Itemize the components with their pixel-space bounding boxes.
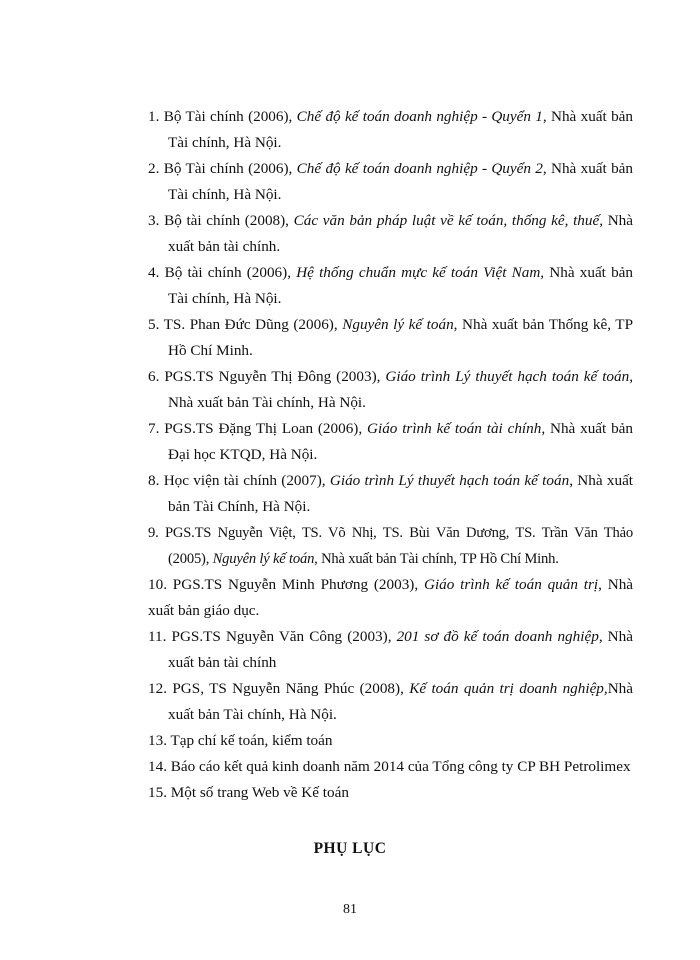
reference-author: PGS.TS Nguyễn Thị Đông (2003),	[164, 368, 381, 385]
reference-item	[148, 468, 633, 520]
reference-publisher: Nhà xuất bản Tài chính, Hà Nội.	[168, 394, 366, 411]
reference-author: Một số trang Web về Kế toán	[170, 784, 349, 801]
reference-author: PGS.TS Nguyễn Văn Công (2003),	[171, 628, 392, 645]
reference-title: Giáo trình Lý thuyết hạch toán kế toán	[329, 472, 570, 489]
reference-item	[148, 676, 633, 728]
reference-title: Giáo trình kế toán quản trị	[423, 576, 599, 593]
reference-author: PGS.TS Đặng Thị Loan (2006),	[164, 420, 363, 437]
reference-publisher: Nhà xuất bản Tài chính, Hà Nội.	[168, 680, 634, 723]
reference-title: Nguyên lý kế toán	[212, 551, 315, 567]
reference-number: 2.	[148, 160, 160, 177]
reference-author: Bộ tài chính (2008),	[164, 212, 289, 229]
reference-author: PGS, TS Nguyễn Năng Phúc (2008),	[172, 680, 404, 697]
reference-item	[148, 754, 633, 780]
reference-publisher: , Nhà xuất bản giáo dục.	[148, 576, 634, 619]
appendix-heading: PHỤ LỤC	[313, 840, 387, 857]
reference-item	[148, 728, 633, 754]
reference-number: 10.	[148, 576, 167, 593]
reference-number: 11.	[148, 628, 167, 645]
reference-item	[148, 364, 633, 416]
reference-title: Chế độ kế toán doanh nghiệp - Quyển 2	[296, 160, 543, 177]
reference-title: Các văn bản pháp luật về kế toán, thống kê, thuế,	[293, 212, 604, 229]
reference-publisher: , Nhà xuất bản Tài chính, TP Hồ Chí Minh.	[314, 551, 559, 567]
reference-title: Nguyên lý kế toán	[342, 316, 454, 333]
reference-number: 15.	[148, 784, 167, 801]
reference-item	[148, 572, 633, 624]
reference-item	[148, 312, 633, 364]
reference-list	[148, 104, 633, 806]
reference-item	[148, 520, 633, 572]
reference-author: PGS.TS Nguyễn Minh Phương (2003),	[172, 576, 419, 593]
reference-title: Kế toán quản trị doanh nghiệp,	[409, 680, 608, 697]
reference-publisher: Nhà xuất bản Tài chính, Hà Nội.	[168, 264, 634, 307]
reference-number: 7.	[148, 420, 160, 437]
reference-author: Học viện tài chính (2007),	[163, 472, 326, 489]
reference-publisher: , Nhà xuất bản Tài chính, Hà Nội.	[168, 108, 633, 151]
reference-item	[148, 780, 633, 806]
reference-number: 13.	[148, 732, 167, 749]
reference-author: PGS.TS Nguyễn Việt, TS. Võ Nhị, TS. Bùi Văn Dương, TS. Trần Văn Thảo (2005),	[164, 525, 633, 567]
page-number: 81	[343, 902, 357, 917]
reference-author: Tạp chí kế toán, kiểm toán	[170, 732, 333, 749]
reference-author: Bộ Tài chính (2006),	[163, 108, 293, 125]
reference-author: TS. Phan Đức Dũng (2006),	[163, 316, 338, 333]
reference-title: Chế độ kế toán doanh nghiệp - Quyển 1	[296, 108, 543, 125]
reference-item	[148, 156, 633, 208]
reference-item	[148, 416, 633, 468]
reference-title: Hệ thống chuẩn mực kế toán Việt Nam,	[296, 264, 545, 281]
reference-number: 3.	[148, 212, 160, 229]
reference-number: 6.	[148, 368, 160, 385]
reference-number: 4.	[148, 264, 160, 281]
reference-number: 5.	[148, 316, 160, 333]
reference-number: 1.	[148, 108, 160, 125]
reference-number: 14.	[148, 758, 167, 775]
reference-number: 8.	[148, 472, 160, 489]
reference-item	[148, 208, 633, 260]
reference-publisher: , Nhà xuất bản Tài Chính, Hà Nội.	[168, 472, 634, 515]
reference-number: 9.	[148, 525, 159, 541]
reference-publisher: Nhà xuất bản tài chính.	[168, 212, 634, 255]
reference-publisher: , Nhà xuất bản tài chính	[168, 628, 633, 671]
reference-item	[148, 624, 633, 676]
reference-item	[148, 260, 633, 312]
reference-title: Giáo trình Lý thuyết hạch toán kế toán,	[385, 368, 634, 385]
reference-publisher: , Nhà xuất bản Tài chính, Hà Nội.	[168, 160, 633, 203]
reference-title: 201 sơ đồ kế toán doanh nghiệp	[396, 628, 599, 645]
reference-item	[148, 104, 633, 156]
reference-author: Bộ Tài chính (2006),	[163, 160, 293, 177]
reference-number: 12.	[148, 680, 167, 697]
reference-publisher: , Nhà xuất bản Thống kê, TP Hồ Chí Minh.	[168, 316, 634, 359]
reference-title: Giáo trình kế toán tài chính	[367, 420, 542, 437]
reference-author: Bộ tài chính (2006),	[164, 264, 292, 281]
reference-publisher: , Nhà xuất bản Đại học KTQD, Hà Nội.	[168, 420, 634, 463]
reference-author: Báo cáo kết quả kinh doanh năm 2014 của Tổng công ty CP BH Petrolimex	[170, 758, 631, 775]
